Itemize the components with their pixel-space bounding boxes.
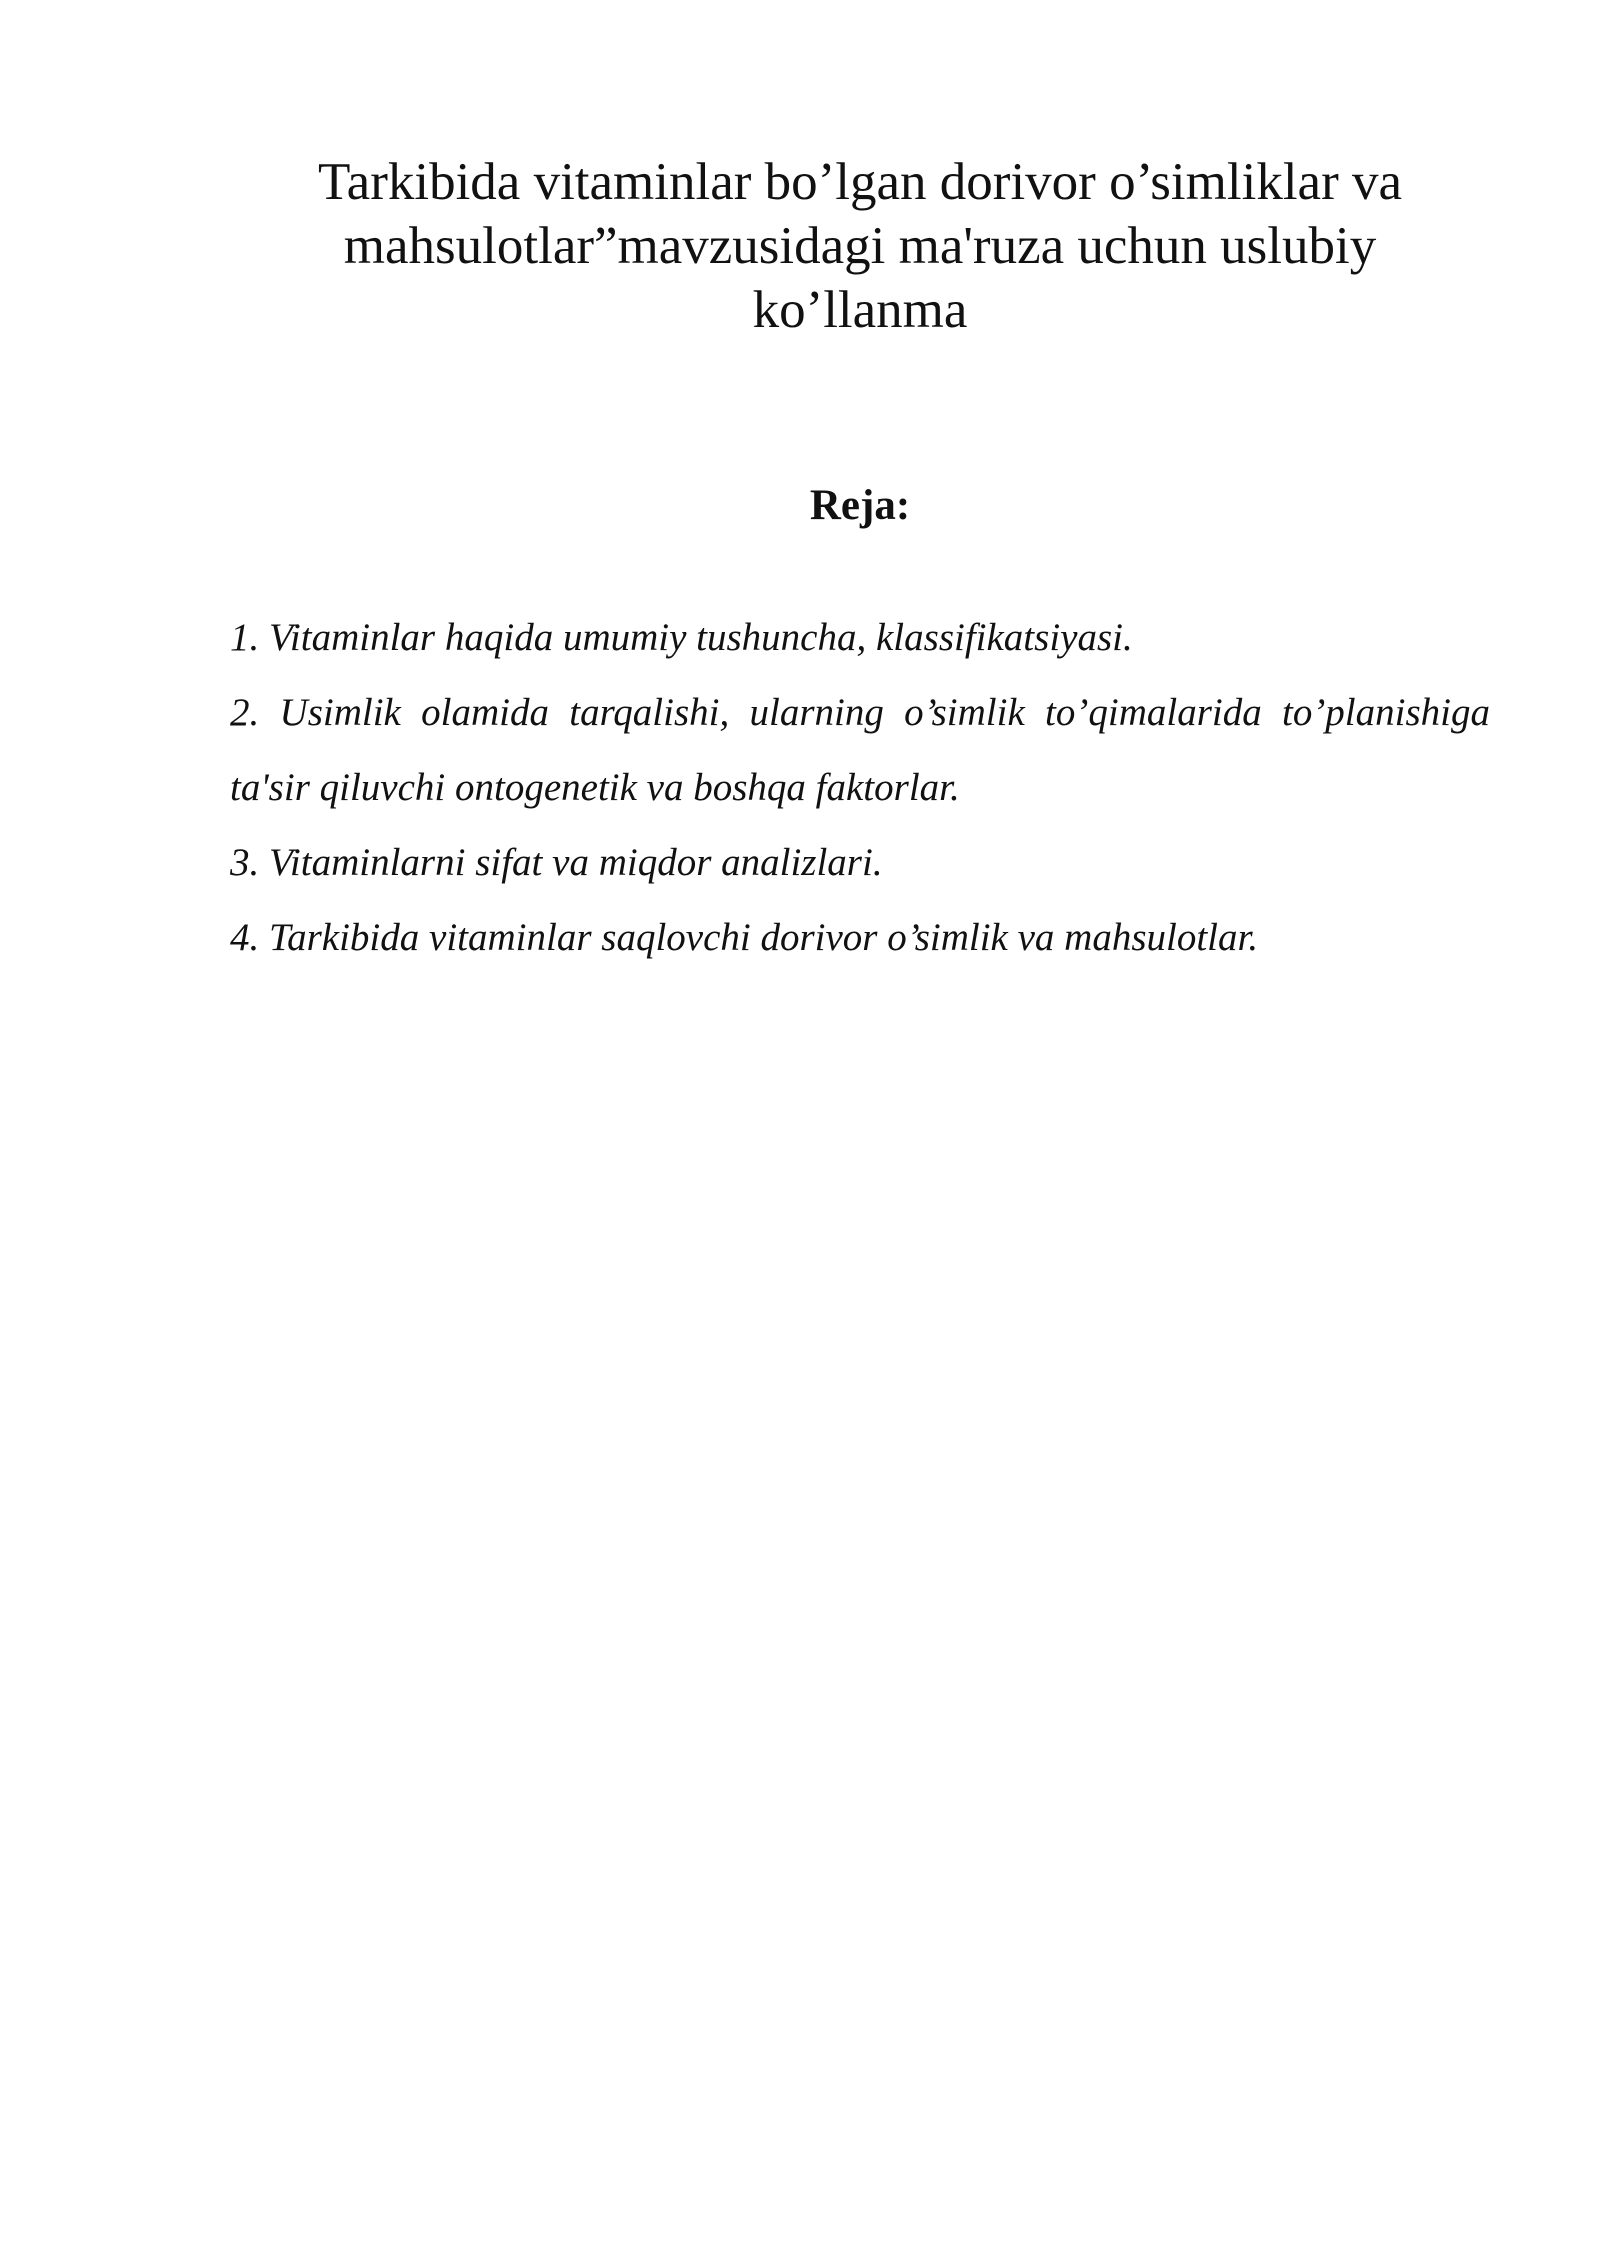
plan-item: 1. Vitaminlar haqida umumiy tushuncha, klassifikatsiyasi. (230, 616, 1133, 659)
title-line: mahsulotlar”mavzusidagi ma'ruza uchun uslubiy (343, 217, 1377, 275)
document-title (230, 150, 1490, 342)
plan-item: 2. Usimlik olamida tarqalishi, ularning o’simlik to’qimalarida to’planishiga ta'sir qiluvchi ontogenetik va boshqa faktorlar. (230, 691, 1490, 809)
title-line: Tarkibida vitaminlar bo’lgan dorivor o’simliklar va (318, 153, 1402, 211)
plan-list (230, 600, 1490, 975)
title-line: ko’llanma (752, 281, 968, 339)
plan-item: 3. Vitaminlarni sifat va miqdor analizlari. (230, 841, 883, 884)
plan-heading: Reja: (809, 482, 911, 529)
plan-item: 4. Tarkibida vitaminlar saqlovchi dorivor o’simlik va mahsulotlar. (230, 916, 1259, 959)
